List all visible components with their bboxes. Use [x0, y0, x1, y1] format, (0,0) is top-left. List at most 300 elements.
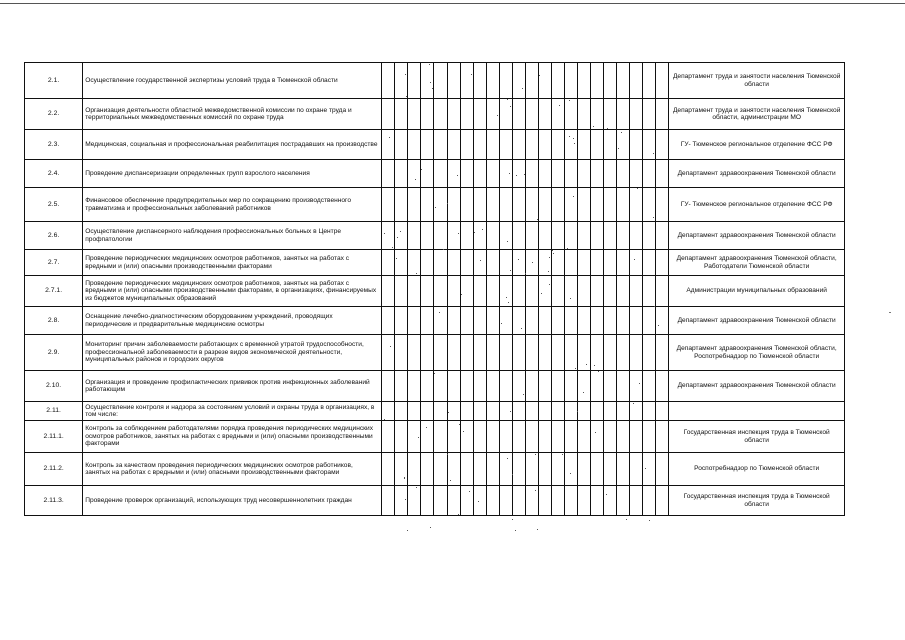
scan-speck — [508, 302, 509, 303]
schedule-cell — [538, 188, 551, 222]
scan-speck — [535, 490, 536, 491]
schedule-cell — [525, 222, 538, 250]
scan-speck — [418, 437, 419, 438]
schedule-cell — [460, 486, 473, 516]
schedule-cell — [421, 222, 434, 250]
schedule-cell — [486, 307, 499, 335]
scan-speck — [443, 249, 444, 250]
scan-speck — [458, 233, 459, 234]
schedule-cell — [656, 63, 669, 99]
schedule-cell — [617, 421, 630, 453]
schedule-cell — [591, 421, 604, 453]
scan-speck — [658, 325, 659, 326]
responsible-party: Департамент здравоохранения Тюменской области — [669, 371, 845, 402]
scan-speck — [574, 143, 575, 144]
schedule-cell — [512, 222, 525, 250]
scan-speck — [515, 530, 516, 531]
schedule-cell — [395, 222, 408, 250]
schedule-cell — [564, 486, 577, 516]
table-row — [25, 130, 845, 160]
schedule-cell — [551, 63, 564, 99]
table-row — [25, 250, 845, 276]
schedule-cell — [617, 276, 630, 307]
schedule-cell — [604, 307, 617, 335]
schedule-cell — [408, 130, 421, 160]
schedule-cell — [395, 335, 408, 371]
schedule-cell — [578, 63, 591, 99]
responsible-party: Департамент здравоохранения Тюменской области, Работодатели Тюменской области — [669, 250, 845, 276]
scan-speck — [626, 519, 627, 520]
schedule-cell — [486, 63, 499, 99]
table-row — [25, 335, 845, 371]
scan-speck — [471, 74, 472, 75]
schedule-cell — [460, 99, 473, 130]
schedule-cell — [525, 402, 538, 421]
schedule-cell — [473, 99, 486, 130]
scan-speck — [512, 474, 513, 475]
scan-speck — [400, 231, 401, 232]
row-number: 2.2. — [25, 99, 83, 130]
row-number: 2.7. — [25, 250, 83, 276]
schedule-cell — [473, 371, 486, 402]
scan-speck — [607, 128, 608, 129]
schedule-cell — [382, 402, 395, 421]
schedule-cell — [564, 130, 577, 160]
schedule-cell — [486, 371, 499, 402]
schedule-cell — [617, 188, 630, 222]
scan-speck — [537, 219, 538, 220]
schedule-cell — [395, 307, 408, 335]
scan-speck — [570, 298, 571, 299]
schedule-cell — [382, 371, 395, 402]
schedule-cell — [395, 402, 408, 421]
schedule-cell — [617, 250, 630, 276]
responsible-party: Департамент труда и занятости населения Тюменской области — [669, 63, 845, 99]
schedule-cell — [499, 188, 512, 222]
scan-speck — [416, 273, 417, 274]
responsible-party: Администрации муниципальных образований — [669, 276, 845, 307]
scan-speck — [396, 258, 397, 259]
schedule-cell — [656, 402, 669, 421]
scan-speck — [567, 248, 568, 249]
table-row — [25, 486, 845, 516]
schedule-cell — [499, 371, 512, 402]
schedule-cell — [538, 99, 551, 130]
scan-speck — [434, 373, 435, 374]
schedule-cell — [525, 130, 538, 160]
schedule-cell — [630, 99, 643, 130]
activity-name: Организация деятельности областной межведомственной комиссии по охране труда и территориальных межведомственных комиссий по охране труда — [83, 99, 382, 130]
schedule-cell — [382, 99, 395, 130]
schedule-cell — [656, 250, 669, 276]
schedule-cell — [434, 276, 447, 307]
table-row — [25, 453, 845, 486]
schedule-cell — [578, 222, 591, 250]
scan-speck — [523, 394, 524, 395]
schedule-cell — [434, 335, 447, 371]
row-number: 2.9. — [25, 335, 83, 371]
schedule-cell — [499, 335, 512, 371]
schedule-cell — [447, 160, 460, 188]
schedule-cell — [512, 453, 525, 486]
schedule-cell — [525, 453, 538, 486]
schedule-cell — [564, 63, 577, 99]
page-top-rule — [0, 3, 905, 4]
scan-speck — [474, 232, 475, 233]
schedule-cell — [551, 99, 564, 130]
schedule-cell — [551, 486, 564, 516]
schedule-cell — [617, 130, 630, 160]
schedule-cell — [578, 160, 591, 188]
schedule-cell — [421, 276, 434, 307]
schedule-cell — [473, 188, 486, 222]
schedule-cell — [447, 307, 460, 335]
scan-speck — [507, 99, 508, 100]
scan-speck — [575, 368, 576, 369]
table-row — [25, 222, 845, 250]
scan-speck — [525, 273, 526, 274]
scan-speck — [480, 260, 481, 261]
schedule-cell — [499, 276, 512, 307]
schedule-cell — [604, 276, 617, 307]
schedule-cell — [538, 335, 551, 371]
scan-speck — [510, 106, 511, 107]
schedule-cell — [604, 250, 617, 276]
schedule-cell — [447, 222, 460, 250]
schedule-cell — [499, 160, 512, 188]
responsible-party — [669, 402, 845, 421]
schedule-cell — [382, 188, 395, 222]
schedule-cell — [395, 371, 408, 402]
schedule-cell — [460, 188, 473, 222]
schedule-cell — [499, 486, 512, 516]
schedule-cell — [604, 402, 617, 421]
schedule-cell — [591, 307, 604, 335]
responsible-party: Департамент здравоохранения Тюменской области, Роспотребнадзор по Тюменской области — [669, 335, 845, 371]
schedule-cell — [486, 188, 499, 222]
schedule-cell — [525, 99, 538, 130]
scan-speck — [548, 271, 549, 272]
schedule-cell — [512, 335, 525, 371]
scan-speck — [390, 346, 391, 347]
schedule-cell — [630, 130, 643, 160]
scan-speck — [432, 88, 433, 89]
schedule-cell — [538, 307, 551, 335]
scan-speck — [506, 297, 507, 298]
schedule-cell — [382, 160, 395, 188]
schedule-cell — [630, 421, 643, 453]
schedule-cell — [630, 63, 643, 99]
schedule-cell — [538, 160, 551, 188]
schedule-cell — [564, 160, 577, 188]
schedule-cell — [408, 421, 421, 453]
scan-speck — [594, 365, 595, 366]
schedule-cell — [551, 188, 564, 222]
scan-speck — [459, 424, 460, 425]
schedule-cell — [408, 63, 421, 99]
scan-speck — [637, 188, 638, 189]
schedule-cell — [447, 130, 460, 160]
schedule-cell — [473, 222, 486, 250]
schedule-cell — [382, 63, 395, 99]
schedule-cell — [551, 307, 564, 335]
schedule-cell — [630, 486, 643, 516]
scan-speck — [389, 137, 390, 138]
scan-speck — [552, 250, 553, 251]
table-row — [25, 188, 845, 222]
schedule-cell — [460, 222, 473, 250]
scan-speck — [562, 454, 563, 455]
schedule-cell — [460, 335, 473, 371]
scan-speck — [606, 494, 607, 495]
row-number: 2.5. — [25, 188, 83, 222]
scan-speck — [429, 64, 430, 65]
scan-speck — [618, 148, 619, 149]
row-number: 2.7.1. — [25, 276, 83, 307]
schedule-cell — [460, 421, 473, 453]
responsible-party: Департамент труда и занятости населения Тюменской области, администрации МО — [669, 99, 845, 130]
schedule-cell — [578, 250, 591, 276]
schedule-cell — [421, 307, 434, 335]
activity-name: Финансовое обеспечение предупредительных мер по сокращению производственного травматизма и профессиональных заболеваний работников — [83, 188, 382, 222]
schedule-cell — [564, 276, 577, 307]
schedule-cell — [512, 250, 525, 276]
schedule-cell — [604, 371, 617, 402]
schedule-cell — [395, 63, 408, 99]
scan-speck — [516, 175, 517, 176]
schedule-cell — [617, 307, 630, 335]
schedule-cell — [643, 160, 656, 188]
scan-speck — [569, 136, 570, 137]
schedule-cell — [630, 307, 643, 335]
scan-speck — [507, 458, 508, 459]
schedule-cell — [473, 276, 486, 307]
schedule-cell — [421, 63, 434, 99]
schedule-cell — [617, 371, 630, 402]
schedule-cell — [564, 453, 577, 486]
schedule-cell — [473, 421, 486, 453]
scan-speck — [645, 468, 646, 469]
schedule-cell — [408, 307, 421, 335]
schedule-cell — [656, 453, 669, 486]
scan-speck — [430, 527, 431, 528]
table-row — [25, 402, 845, 421]
schedule-cell — [564, 371, 577, 402]
schedule-cell — [499, 307, 512, 335]
schedule-cell — [643, 371, 656, 402]
schedule-cell — [604, 222, 617, 250]
scan-speck — [457, 175, 458, 176]
responsible-party: Департамент здравоохранения Тюменской области — [669, 307, 845, 335]
schedule-cell — [499, 63, 512, 99]
schedule-cell — [643, 335, 656, 371]
schedule-cell — [538, 63, 551, 99]
schedule-cell — [656, 99, 669, 130]
schedule-cell — [604, 130, 617, 160]
schedule-cell — [486, 335, 499, 371]
schedule-cell — [447, 99, 460, 130]
schedule-cell — [460, 63, 473, 99]
schedule-cell — [630, 222, 643, 250]
schedule-cell — [525, 335, 538, 371]
table-row — [25, 371, 845, 402]
schedule-cell — [512, 276, 525, 307]
activity-name: Проведение периодических медицинских осмотров работников, занятых на работах с вредными и (или) опасными производственными факторами, в организациях, финансируемых из бюджетов муниципальных образований — [83, 276, 382, 307]
schedule-cell — [643, 222, 656, 250]
scan-speck — [482, 229, 483, 230]
schedule-cell — [395, 453, 408, 486]
scan-speck — [463, 431, 464, 432]
schedule-cell — [499, 222, 512, 250]
schedule-cell — [382, 453, 395, 486]
schedule-cell — [395, 130, 408, 160]
activity-name: Медицинская, социальная и профессиональная реабилитация пострадавших на производстве — [83, 130, 382, 160]
schedule-cell — [382, 250, 395, 276]
schedule-cell — [591, 335, 604, 371]
schedule-cell — [460, 250, 473, 276]
plan-table-body — [25, 63, 845, 516]
schedule-cell — [434, 421, 447, 453]
schedule-cell — [447, 371, 460, 402]
schedule-cell — [578, 99, 591, 130]
scan-speck — [559, 105, 560, 106]
schedule-cell — [604, 99, 617, 130]
schedule-cell — [382, 421, 395, 453]
scan-speck — [439, 312, 440, 313]
activity-name: Проведение проверок организаций, использующих труд несовершеннолетних граждан — [83, 486, 382, 516]
scan-speck — [509, 173, 510, 174]
schedule-cell — [460, 160, 473, 188]
scan-speck — [522, 88, 523, 89]
schedule-cell — [421, 402, 434, 421]
scan-speck — [570, 473, 571, 474]
schedule-cell — [473, 486, 486, 516]
schedule-cell — [486, 453, 499, 486]
schedule-cell — [551, 335, 564, 371]
schedule-cell — [551, 222, 564, 250]
schedule-cell — [395, 160, 408, 188]
row-number: 2.11. — [25, 402, 83, 421]
schedule-cell — [578, 486, 591, 516]
schedule-cell — [617, 453, 630, 486]
schedule-cell — [630, 250, 643, 276]
schedule-cell — [421, 250, 434, 276]
schedule-cell — [630, 371, 643, 402]
schedule-cell — [382, 307, 395, 335]
scan-speck — [653, 153, 654, 154]
schedule-cell — [643, 130, 656, 160]
responsible-party: Департамент здравоохранения Тюменской области — [669, 160, 845, 188]
schedule-cell — [499, 130, 512, 160]
schedule-cell — [643, 307, 656, 335]
schedule-cell — [473, 160, 486, 188]
schedule-cell — [591, 250, 604, 276]
scan-speck — [535, 454, 536, 455]
schedule-cell — [564, 335, 577, 371]
scan-speck — [654, 306, 655, 307]
schedule-cell — [421, 371, 434, 402]
schedule-cell — [551, 371, 564, 402]
schedule-cell — [538, 276, 551, 307]
schedule-cell — [421, 486, 434, 516]
schedule-cell — [617, 99, 630, 130]
plan-table-container — [24, 62, 845, 516]
schedule-cell — [630, 335, 643, 371]
scan-speck — [639, 383, 640, 384]
schedule-cell — [656, 486, 669, 516]
schedule-cell — [578, 421, 591, 453]
schedule-cell — [395, 250, 408, 276]
schedule-cell — [591, 130, 604, 160]
schedule-cell — [382, 130, 395, 160]
schedule-cell — [421, 335, 434, 371]
schedule-cell — [525, 307, 538, 335]
schedule-cell — [617, 222, 630, 250]
schedule-cell — [473, 335, 486, 371]
scan-speck — [586, 364, 587, 365]
activity-name: Осуществление государственной экспертизы условий труда в Тюменской области — [83, 63, 382, 99]
table-row — [25, 307, 845, 335]
scan-speck — [421, 169, 422, 170]
scan-speck — [469, 491, 470, 492]
scan-speck — [497, 115, 498, 116]
row-number: 2.10. — [25, 371, 83, 402]
schedule-cell — [656, 421, 669, 453]
schedule-cell — [525, 160, 538, 188]
scan-speck — [426, 427, 427, 428]
schedule-cell — [538, 371, 551, 402]
row-number: 2.3. — [25, 130, 83, 160]
schedule-cell — [591, 188, 604, 222]
scan-speck — [407, 530, 408, 531]
schedule-cell — [604, 188, 617, 222]
schedule-cell — [473, 453, 486, 486]
schedule-cell — [564, 222, 577, 250]
schedule-cell — [538, 421, 551, 453]
scan-speck — [384, 233, 385, 234]
schedule-cell — [604, 63, 617, 99]
schedule-cell — [643, 63, 656, 99]
schedule-cell — [382, 276, 395, 307]
scan-speck — [593, 126, 594, 127]
schedule-cell — [525, 63, 538, 99]
scan-speck — [518, 259, 519, 260]
schedule-cell — [434, 402, 447, 421]
scan-edge-mark — [889, 312, 891, 313]
schedule-cell — [395, 188, 408, 222]
schedule-cell — [617, 63, 630, 99]
schedule-cell — [525, 188, 538, 222]
activity-name: Осуществление контроля и надзора за состоянием условий и охраны труда в организациях, в том числе: — [83, 402, 382, 421]
activity-name: Проведение периодических медицинских осмотров работников, занятых на работах с вредными и (или) опасными производственными факторами — [83, 250, 382, 276]
schedule-cell — [408, 402, 421, 421]
schedule-cell — [486, 250, 499, 276]
schedule-cell — [538, 250, 551, 276]
responsible-party: Государственная инспекция труда в Тюменской области — [669, 421, 845, 453]
schedule-cell — [486, 276, 499, 307]
schedule-cell — [460, 371, 473, 402]
schedule-cell — [604, 335, 617, 371]
schedule-cell — [395, 99, 408, 130]
scan-speck — [447, 203, 448, 204]
schedule-cell — [630, 276, 643, 307]
schedule-cell — [630, 402, 643, 421]
schedule-cell — [591, 63, 604, 99]
schedule-cell — [460, 453, 473, 486]
schedule-cell — [395, 276, 408, 307]
row-number: 2.11.2. — [25, 453, 83, 486]
schedule-cell — [525, 486, 538, 516]
